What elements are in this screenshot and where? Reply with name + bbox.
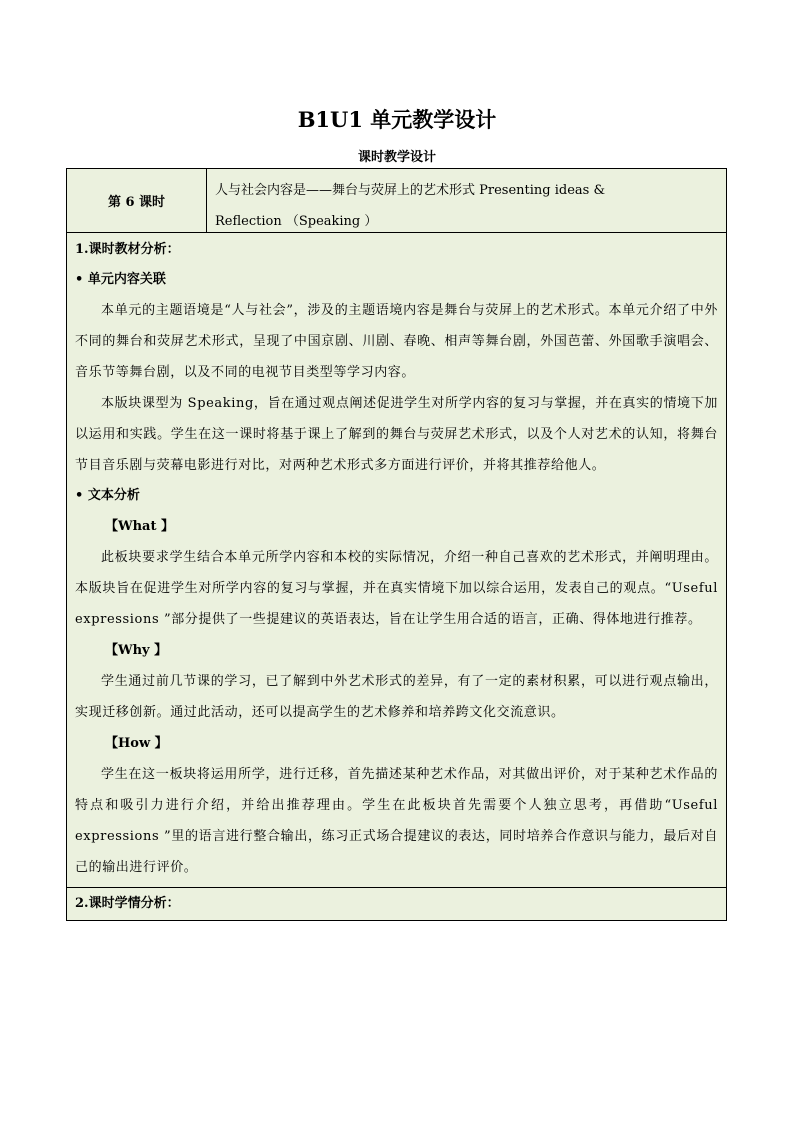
period-cell: 第 6 课时 xyxy=(67,169,207,232)
learner-analysis-section xyxy=(67,888,726,920)
what-paragraph: 此板块要求学生结合本单元所学内容和本校的实际情况，介绍一种自己喜欢的艺术形式，并阐明理由。本版块旨在促进学生对所学内容的复习与掌握，并在真实情境下加以综合运用，发表自己的观点。“Useful expressions ”部分提供了一些提建议的英语表达，旨在让学生用合适的语言，正确、得体地进行推荐。 xyxy=(75,550,718,627)
why-paragraph: 学生通过前几节课的学习，已了解到中外艺术形式的差异，有了一定的素材积累，可以进行观点输出，实现迁移创新。通过此活动，还可以提高学生的艺术修养和培养跨文化交流意识。 xyxy=(75,674,718,720)
text-analysis-bullet: • 文本分析 xyxy=(75,488,140,503)
table-header-row xyxy=(67,169,726,233)
unit-content-bullet: • 单元内容关联 xyxy=(75,272,166,287)
section-1-title: 1.课时教材分析： xyxy=(75,242,180,257)
how-paragraph: 学生在这一板块将运用所学，进行迁移，首先描述某种艺术作品，对其做出评价，对于某种艺术作品的特点和吸引力进行介绍，并给出推荐理由。学生在此板块首先需要个人独立思考，再借助“Useful expressions ”里的语言进行整合输出，练习正式场合提建议的表达，同时培养合作意识与能力，最后对自己的输出进行评价。 xyxy=(75,767,718,875)
section-2-title: 2.课时学情分析： xyxy=(75,896,180,911)
textbook-analysis-section xyxy=(67,233,726,888)
what-heading: 【What 】 xyxy=(105,519,175,534)
topic-line-2: Reflection （Speaking ） xyxy=(215,214,378,229)
topic-cell xyxy=(207,169,726,232)
unit-content-paragraph-2: 本版块课型为 Speaking，旨在通过观点阐述促进学生对所学内容的复习与掌握，并在真实的情境下加以运用和实践。学生在这一课时将基于课上了解到的舞台与荧屏艺术形式，以及个人对艺术的认知，将舞台节目音乐剧与荧幕电影进行对比，对两种艺术形式多方面进行评价，并将其推荐给他人。 xyxy=(75,396,718,473)
lesson-design-table xyxy=(66,168,727,921)
document-subtitle: 课时教学设计 xyxy=(357,150,436,165)
unit-content-paragraph-1: 本单元的主题语境是“人与社会”，涉及的主题语境内容是舞台与荧屏上的艺术形式。本单元介绍了中外不同的舞台和荧屏艺术形式，呈现了中国京剧、川剧、春晚、相声等舞台剧，外国芭蕾、外国歌手演唱会、音乐节等舞台剧，以及不同的电视节目类型等学习内容。 xyxy=(75,303,718,380)
topic-line-1: 人与社会内容是——舞台与荧屏上的艺术形式 Presenting ideas & xyxy=(215,183,606,198)
how-heading: 【How 】 xyxy=(105,736,168,751)
document-title: B1U1 单元教学设计 xyxy=(297,107,497,132)
why-heading: 【Why 】 xyxy=(105,643,168,658)
